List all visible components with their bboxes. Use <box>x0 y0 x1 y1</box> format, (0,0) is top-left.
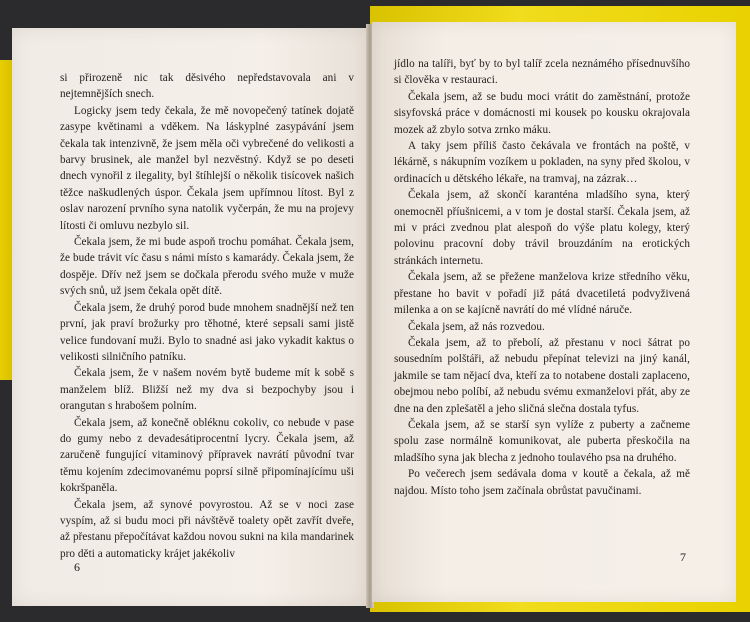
paragraph: Čekala jsem, až skončí karanténa mladšího syna, který onemocněl příušnicemi, a v tom je dostal starší. Čekala jsem, až mi v práci zvednou plat alespoň do výše platu kolegy, který polovinu pracovní doby trávil brouzdáním na erotických stránkách internetu. <box>394 189 690 267</box>
page-number: 7 <box>680 550 686 564</box>
paragraph: Čekala jsem, že v našem novém bytě budeme mít k sobě s manželem blíž. Bližší než my dva si bezpochyby jsou i orangutan s hrabošem polním. <box>60 367 354 413</box>
paragraph: jídlo na talíři, byť by to byl talíř zcela neznámého přísednuvšího si člověka v restauraci. <box>394 58 690 87</box>
paragraph: Čekala jsem, až nás rozvedou. <box>408 320 545 333</box>
paragraph: Čekala jsem, že mi bude aspoň trochu pomáhat. Čekala jsem, že bude trávit víc času s námi místo s kamarády. Čekala jsem, že dospěje. Dřív než jsem se dočkala přerodu svého muže v muže svých snů, už jsem čekala opět dítě. <box>60 236 354 298</box>
paragraph: Po večerech jsem sedávala doma v koutě a čekala, až mě najdou. Místo toho jsem začínala obrůstat pavučinami. <box>394 468 690 497</box>
paragraph: Logicky jsem tedy čekala, že mě novopečený tatínek dojatě zasype květinami a vděkem. Na láskyplné zasypávání jsem čekala tak intenzivně, že jsem měla oči vybrečené do velikosti a barvy brusinek, ale manžel byl nezvěstný. Když se po deseti dnech vynořil z ilegality, byl štíhlejší o několik tisícovek našich těžce naškudlených úspor. Čekala jsem upřímnou lítost. Byl z oslav narození prvního syna natolik vyčerpán, že mu na projevy lítosti či omluvu nezbylo sil. <box>60 104 354 232</box>
paragraph: Čekala jsem, že druhý porod bude mnohem snadnější než ten první, jak praví brožurky pro těhotné, které sepsali sami jistě velice fundovaní muži. Bylo to snadné asi jako vykadit kaktus o velikosti silničního patníku. <box>60 301 354 363</box>
paragraph: Čekala jsem, až konečně obléknu cokoliv, co nebude v pase do gumy nebo z devadesátiprocentní lycry. Čekala jsem, až zaručeně fungující vitaminový přípravek navrátí původní tvar těmu kojením zdecimovanému poprsí silně připomínajícímu uši kokršpaněla. <box>60 416 354 495</box>
paragraph: Čekala jsem, až synové povyrostou. Až se v noci zase vyspím, až si budu moci při návštěvě toalety opět zavřít dveře, až přestanu přepočítávat každou novou sukni na kila mandarinek pro děti a automaticky krájet jakékoliv <box>60 498 354 560</box>
left-page <box>12 28 368 606</box>
page-number: 6 <box>74 560 80 574</box>
right-page <box>372 22 736 602</box>
paragraph: Čekala jsem, až se přežene manželova krize středního věku, přestane ho bavit v pořadí již pátá dvacetiletá podvyživená milenka a on se kajícně navrátí do mé vlídné náruče. <box>394 271 690 317</box>
paragraph: A taky jsem příliš často čekávala ve frontách na poště, v lékárně, s nákupním vozíkem u pokladen, na syny před školou, v ordinacích u dětského lékaře, na tramvaj, na zázrak… <box>394 140 690 185</box>
left-page-text <box>60 70 354 562</box>
paragraph: Čekala jsem, až se starší syn vylíže z puberty a začneme spolu zase normálně komunikovat, ale puberta přeskočila na mladšího syna jak blecha z jednoho toulavého psa na druhého. <box>394 418 690 464</box>
right-page-text <box>394 56 690 499</box>
paragraph: Čekala jsem, až se budu moci vrátit do zaměstnání, protože sisyfovská práce v domácnosti mi kousek po kousku okrajovala mozek až zbylo sotva zrnko máku. <box>394 90 690 136</box>
paragraph: si přirozeně nic tak děsivého nepředstavovala ani v nejtemnějších snech. <box>60 72 354 101</box>
paragraph: Čekala jsem, až to přebolí, až přestanu v noci šátrat po sousedním polštáři, až nebudu přepínat televizi na jiný kanál, jakmile se tam nějací dva, kteří za to notabene dostali zaplaceno, obejmou nebo políbí, až nebudu svému exmanželovi přát, aby ze dne na den zplešatěl a jeho sličná slečna dostala tyfus. <box>394 336 690 415</box>
